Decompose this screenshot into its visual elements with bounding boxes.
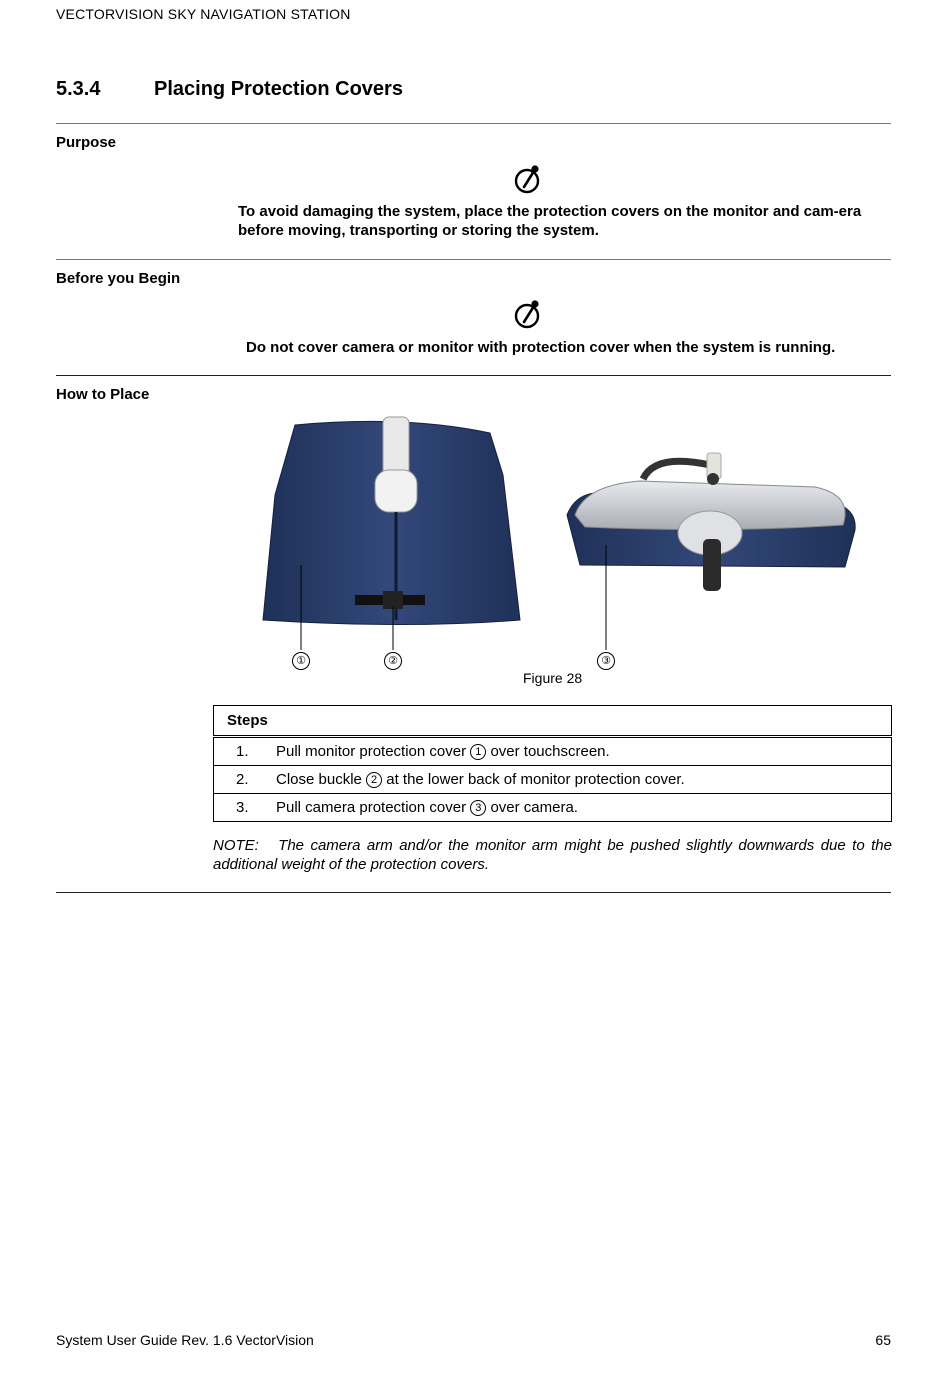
how-to-place-label: How to Place bbox=[56, 386, 150, 403]
table-row bbox=[214, 794, 892, 822]
step-number: 1. bbox=[236, 743, 249, 760]
step-number: 3. bbox=[236, 799, 249, 816]
step-callout: 2 bbox=[366, 772, 382, 788]
note-text: The camera arm and/or the monitor arm might be pushed slightly downwards due to the additional weight of the protection covers. bbox=[213, 837, 892, 873]
step-text: Close buckle bbox=[276, 771, 362, 788]
step-text: over touchscreen. bbox=[490, 743, 610, 760]
step-text: Pull monitor protection cover bbox=[276, 743, 467, 760]
section-title: Placing Protection Covers bbox=[154, 78, 403, 100]
steps-table bbox=[213, 705, 892, 822]
divider bbox=[56, 892, 891, 893]
before-begin-label: Before you Begin bbox=[56, 270, 181, 287]
divider bbox=[56, 259, 891, 260]
footer-title: System User Guide Rev. 1.6 VectorVision bbox=[56, 1332, 314, 1348]
callout-1: ① bbox=[292, 652, 310, 670]
table-row bbox=[214, 766, 892, 794]
note bbox=[213, 836, 892, 874]
before-begin-text: Do not cover camera or monitor with protection cover when the system is running. bbox=[246, 339, 836, 356]
page-number: 65 bbox=[875, 1332, 891, 1348]
purpose-text: To avoid damaging the system, place the protection covers on the monitor and cam-era before moving, transporting or storing the system. bbox=[238, 203, 862, 239]
callout-3: ③ bbox=[597, 652, 615, 670]
table-row bbox=[214, 737, 892, 766]
step-callout: 1 bbox=[470, 744, 486, 760]
figure-caption: Figure 28 bbox=[523, 670, 583, 686]
running-header: VECTORVISION SKY NAVIGATION STATION bbox=[56, 6, 351, 22]
caution-hand-icon bbox=[514, 299, 542, 331]
step-callout: 3 bbox=[470, 800, 486, 816]
step-number: 2. bbox=[236, 771, 249, 788]
callout-2: ② bbox=[384, 652, 402, 670]
step-text: at the lower back of monitor protection cover. bbox=[386, 771, 685, 788]
purpose-label: Purpose bbox=[56, 134, 117, 151]
figure-28-illustration bbox=[255, 415, 875, 670]
section-number: 5.3.4 bbox=[56, 78, 101, 100]
divider bbox=[56, 123, 891, 124]
divider bbox=[56, 375, 891, 376]
step-text: over camera. bbox=[490, 799, 578, 816]
caution-hand-icon bbox=[514, 164, 542, 196]
steps-header: Steps bbox=[214, 706, 892, 737]
step-text: Pull camera protection cover bbox=[276, 799, 467, 816]
note-label: NOTE: bbox=[213, 837, 259, 854]
